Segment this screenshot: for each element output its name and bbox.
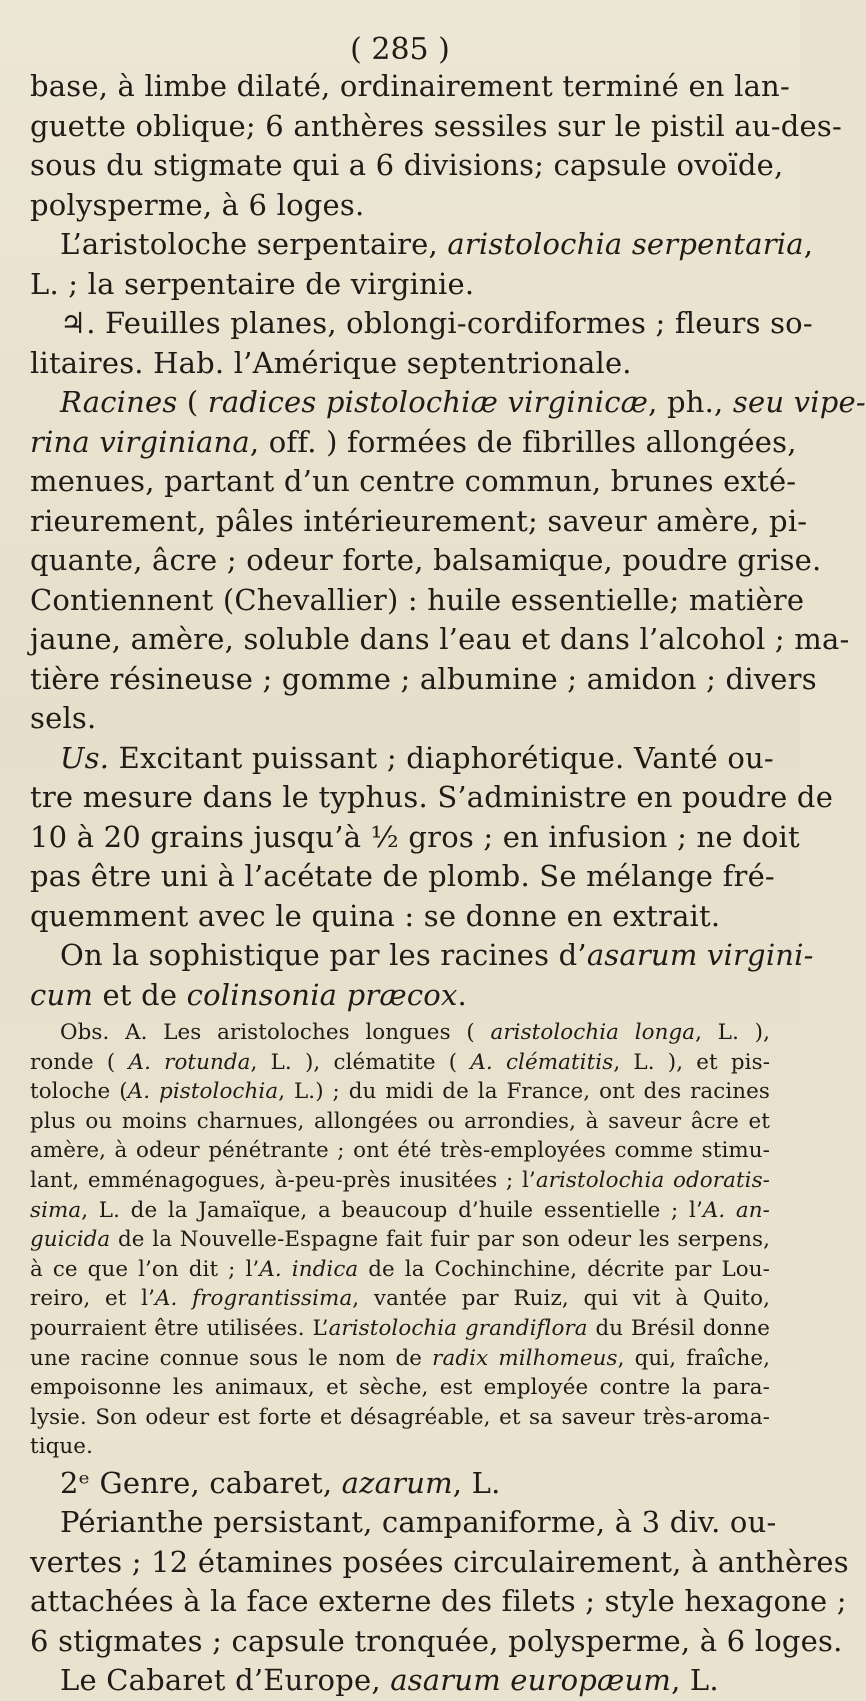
text-run: du Brésil donne: [587, 1315, 771, 1341]
paragraph: [30, 1661, 770, 1701]
term-italic: radix milhomeus: [432, 1345, 618, 1371]
text-line: [30, 1255, 770, 1285]
text-line: sels.: [30, 701, 97, 735]
text-line: vertes ; 12 étamines posées circulairement, à anthères: [30, 1544, 849, 1579]
text-run: de la Nouvelle-Espagne fait fuir par son odeur les serpens,: [110, 1227, 770, 1253]
text-line: polysperme, à 6 loges.: [30, 187, 365, 222]
text-run: , L.: [452, 1465, 501, 1500]
text-column: [30, 67, 866, 1701]
term-italic: Us.: [60, 740, 110, 775]
text-run: , vantée par Ruiz, qui vit à Quito,: [352, 1286, 770, 1312]
paragraph: [30, 739, 834, 937]
page-number: ( 285 ): [350, 32, 450, 67]
text-run: , L. ),: [695, 1020, 771, 1045]
term-italic: rina virginiana: [30, 424, 250, 459]
text-line: quemment avec le quina : se donne en extrait.: [30, 898, 721, 933]
text-run: pourraient être utilisées. L’: [30, 1315, 329, 1341]
paragraph: [30, 1503, 849, 1661]
text-line: [30, 1344, 770, 1374]
text-line: [30, 1077, 770, 1107]
text-line: [30, 1048, 770, 1078]
text-run: , L.) ; du midi de la France, ont des racines: [278, 1079, 770, 1105]
species-name: A. indica: [259, 1256, 359, 1282]
text-line: Périanthe persistant, campaniforme, à 3 div. ou-: [60, 1505, 777, 1540]
text-line: [30, 423, 797, 463]
text-line: [30, 1018, 770, 1048]
species-name: azarum: [341, 1465, 453, 1500]
species-name: aristolochia grandiflora: [328, 1315, 588, 1341]
text-run: lant, emménagogues, à-peu-près inusitées ; l’: [30, 1167, 536, 1193]
text-run: de la Cochinchine, décrite par Lou-: [358, 1256, 770, 1282]
text-line: guette oblique; 6 anthères sessiles sur le pistil au-des-: [30, 108, 842, 143]
text-line: [30, 739, 774, 779]
text-line: jaune, amère, soluble dans l’eau et dans l’alcohol ; ma-: [30, 622, 850, 656]
text-line: tique.: [30, 1434, 93, 1460]
text-run: , L. ), clématite (: [250, 1049, 471, 1075]
species-name: A. frograntissima: [154, 1286, 353, 1312]
text-run: ronde (: [30, 1049, 129, 1075]
text-run: On la sophistique par les racines d’: [60, 938, 587, 972]
text-line: attachées à la face externe des filets ; style hexagone ;: [30, 1584, 847, 1619]
text-line: quante, âcre ; odeur forte, balsamique, poudre grise.: [30, 543, 822, 577]
paragraph: [30, 304, 813, 383]
text-run: 2ᵉ Genre, cabaret,: [60, 1465, 342, 1500]
text-line: [30, 1464, 770, 1504]
text-run: L’aristoloche serpentaire,: [60, 227, 448, 261]
body-text-bottom: [30, 1464, 849, 1701]
term-italic: seu vipe-: [732, 385, 866, 419]
text-line: [30, 976, 770, 1016]
text-line: ♃. Feuilles planes, oblongi-cordiformes ; fleurs so-: [60, 306, 813, 340]
text-run: ,: [803, 227, 814, 261]
species-name: aristolochia odoratis-: [535, 1167, 770, 1193]
text-line: [30, 1225, 770, 1255]
text-line: sous du stigmate qui a 6 divisions; capsule ovoïde,: [30, 148, 784, 182]
genus-heading: [30, 1464, 770, 1504]
species-name: A. rotunda: [128, 1049, 251, 1075]
species-name: A. pistolochia: [127, 1079, 279, 1105]
text-line: [30, 225, 814, 265]
species-name: A. an-: [702, 1197, 770, 1223]
text-run: .: [457, 977, 467, 1012]
term-italic: radices pistolochiæ virginicæ: [207, 385, 649, 419]
text-line: rieurement, pâles intérieurement; saveur amère, pi-: [30, 503, 808, 538]
text-run: une racine connue sous le nom de: [30, 1345, 433, 1371]
text-line: [30, 1314, 770, 1344]
text-run: Obs. A. Les aristoloches longues (: [60, 1020, 491, 1045]
species-name: aristolochia longa: [490, 1020, 696, 1045]
text-run: , qui, fraîche,: [617, 1345, 770, 1371]
species-name: guicida: [30, 1227, 111, 1253]
text-run: et de: [93, 977, 187, 1012]
text-line: Contiennent (Chevallier) : huile essentielle; matière: [30, 582, 805, 617]
text-line: amère, à odeur pénétrante ; ont été très-employées comme stimu-: [30, 1138, 770, 1164]
text-run: Excitant puissant ; diaphorétique. Vanté ou-: [109, 740, 774, 775]
text-line: menues, partant d’un centre commun, brunes exté-: [30, 464, 797, 498]
text-line: [30, 936, 814, 976]
text-run: (: [177, 385, 208, 419]
text-line: pas être uni à l’acétate de plomb. Se mélange fré-: [30, 859, 775, 893]
paragraph: [30, 1018, 770, 1462]
text-run: , off. ) formées de fibrilles allongées,: [249, 424, 797, 459]
text-run: toloche (: [30, 1079, 128, 1105]
text-run: reiro, et l’: [30, 1286, 155, 1312]
text-run: Le Cabaret d’Europe,: [60, 1663, 391, 1698]
text-line: 10 à 20 grains jusqu’à ½ gros ; en infusion ; ne doit: [30, 819, 800, 854]
text-line: base, à limbe dilaté, ordinairement terminé en lan-: [30, 69, 790, 103]
species-name: aristolochia serpentaria: [447, 227, 804, 261]
body-text-top: [30, 67, 866, 1015]
text-line: 6 stigmates ; capsule tronquée, polysperme, à 6 loges.: [30, 1623, 843, 1658]
paragraph: [30, 67, 842, 225]
species-name: asarum europæum: [390, 1663, 672, 1698]
text-line: plus ou moins charnues, allongées ou arrondies, à saveur âcre et: [30, 1108, 770, 1134]
text-line: [30, 1661, 770, 1701]
species-name: cum: [30, 977, 94, 1012]
text-run: , ph.,: [648, 385, 733, 419]
text-line: [30, 1284, 770, 1314]
paragraph: [30, 383, 866, 739]
paragraph: [30, 225, 814, 304]
species-name: asarum virgini-: [586, 938, 814, 972]
text-run: , L. de la Jamaïque, a beaucoup d’huile essentielle ; l’: [81, 1197, 703, 1223]
text-run: , L. ), et pis-: [613, 1049, 771, 1075]
text-line: tière résineuse ; gomme ; albumine ; amidon ; divers: [30, 661, 817, 696]
term-italic: Racines: [60, 385, 178, 419]
text-line: tre mesure dans le typhus. S’administre en poudre de: [30, 780, 834, 814]
text-line: empoisonne les animaux, et sèche, est employée contre la para-: [30, 1375, 770, 1401]
observation-note: [30, 1018, 770, 1462]
text-run: , L.: [671, 1663, 719, 1698]
text-line: lysie. Son odeur est forte et désagréable, et sa saveur très-aroma-: [30, 1404, 770, 1430]
species-name: sima: [30, 1197, 82, 1223]
species-name: A. clématitis: [470, 1049, 614, 1075]
text-line: [30, 1196, 770, 1226]
text-line: L. ; la serpentaire de virginie.: [30, 266, 475, 301]
text-run: à ce que l’on dit ; l’: [30, 1256, 260, 1282]
text-line: [30, 1166, 770, 1196]
text-line: [30, 383, 866, 423]
paragraph: [30, 936, 814, 1015]
species-name: colinsonia præcox: [186, 977, 458, 1012]
text-line: litaires. Hab. l’Amérique septentrionale.: [30, 345, 632, 380]
